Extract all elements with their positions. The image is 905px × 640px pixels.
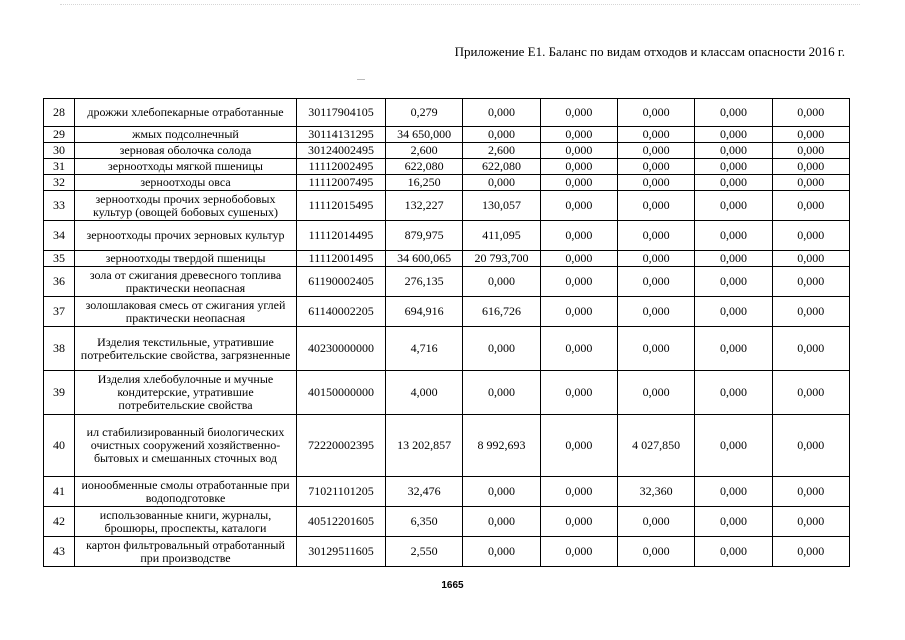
waste-code-cell: 40512201605	[297, 507, 386, 537]
value-cell: 0,000	[772, 251, 849, 267]
row-number-cell: 31	[44, 159, 75, 175]
waste-code-cell: 40150000000	[297, 371, 386, 415]
waste-name-cell: ионообменные смолы отработанные при водоподготовке	[75, 477, 297, 507]
value-cell: 0,000	[772, 371, 849, 415]
waste-code-cell: 71021101205	[297, 477, 386, 507]
table-row	[44, 415, 850, 477]
value-cell: 8 992,693	[463, 415, 540, 477]
value-cell: 0,279	[386, 99, 463, 127]
value-cell: 0,000	[695, 415, 772, 477]
waste-code-cell: 30129511605	[297, 537, 386, 567]
table-row	[44, 221, 850, 251]
waste-name-cell: зерноотходы прочих зернобобовых культур (овощей бобовых сушеных)	[75, 191, 297, 221]
value-cell: 0,000	[695, 99, 772, 127]
value-cell: 0,000	[540, 297, 617, 327]
value-cell: 0,000	[695, 127, 772, 143]
value-cell: 0,000	[695, 191, 772, 221]
value-cell: 0,000	[540, 159, 617, 175]
row-number-cell: 35	[44, 251, 75, 267]
value-cell: 694,916	[386, 297, 463, 327]
row-number-cell: 40	[44, 415, 75, 477]
value-cell: 0,000	[772, 537, 849, 567]
value-cell: 0,000	[463, 537, 540, 567]
scan-artifact-mark	[357, 79, 365, 80]
table-row	[44, 507, 850, 537]
waste-name-cell: дрожжи хлебопекарные отработанные	[75, 99, 297, 127]
row-number-cell: 43	[44, 537, 75, 567]
value-cell: 0,000	[772, 267, 849, 297]
value-cell: 0,000	[463, 477, 540, 507]
waste-code-cell: 40230000000	[297, 327, 386, 371]
waste-code-cell: 30114131295	[297, 127, 386, 143]
waste-name-cell: ил стабилизированный биологических очистных сооружений хозяйственно-бытовых и смешанных сточных вод	[75, 415, 297, 477]
waste-code-cell: 11112001495	[297, 251, 386, 267]
value-cell: 0,000	[617, 143, 694, 159]
scan-artifact-line	[60, 4, 860, 6]
value-cell: 0,000	[695, 327, 772, 371]
table-row	[44, 251, 850, 267]
value-cell: 34 650,000	[386, 127, 463, 143]
value-cell: 0,000	[772, 127, 849, 143]
value-cell: 0,000	[617, 537, 694, 567]
value-cell: 0,000	[617, 297, 694, 327]
waste-name-cell: использованные книги, журналы, брошюры, проспекты, каталоги	[75, 507, 297, 537]
value-cell: 0,000	[695, 221, 772, 251]
value-cell: 32,476	[386, 477, 463, 507]
table-row	[44, 191, 850, 221]
value-cell: 0,000	[463, 99, 540, 127]
value-cell: 6,350	[386, 507, 463, 537]
value-cell: 622,080	[463, 159, 540, 175]
value-cell: 0,000	[540, 221, 617, 251]
value-cell: 0,000	[540, 251, 617, 267]
row-number-cell: 39	[44, 371, 75, 415]
value-cell: 0,000	[695, 251, 772, 267]
value-cell: 0,000	[617, 159, 694, 175]
value-cell: 0,000	[617, 267, 694, 297]
value-cell: 32,360	[617, 477, 694, 507]
value-cell: 2,600	[386, 143, 463, 159]
value-cell: 616,726	[463, 297, 540, 327]
value-cell: 0,000	[695, 175, 772, 191]
waste-code-cell: 11112014495	[297, 221, 386, 251]
table-row	[44, 99, 850, 127]
value-cell: 130,057	[463, 191, 540, 221]
table-row	[44, 159, 850, 175]
waste-name-cell: зерноотходы мягкой пшеницы	[75, 159, 297, 175]
value-cell: 0,000	[540, 267, 617, 297]
value-cell: 0,000	[695, 537, 772, 567]
value-cell: 0,000	[540, 371, 617, 415]
value-cell: 16,250	[386, 175, 463, 191]
page-number: 1665	[441, 580, 464, 591]
value-cell: 0,000	[617, 175, 694, 191]
value-cell: 2,600	[463, 143, 540, 159]
value-cell: 0,000	[540, 507, 617, 537]
value-cell: 0,000	[695, 267, 772, 297]
value-cell: 34 600,065	[386, 251, 463, 267]
table-row	[44, 175, 850, 191]
value-cell: 0,000	[617, 221, 694, 251]
waste-code-cell: 11112015495	[297, 191, 386, 221]
waste-code-cell: 30124002495	[297, 143, 386, 159]
value-cell: 20 793,700	[463, 251, 540, 267]
waste-code-cell: 61140002205	[297, 297, 386, 327]
table-row	[44, 143, 850, 159]
waste-name-cell: зерноотходы твердой пшеницы	[75, 251, 297, 267]
waste-name-cell: зерноотходы прочих зерновых культур	[75, 221, 297, 251]
table-row	[44, 297, 850, 327]
value-cell: 0,000	[772, 175, 849, 191]
waste-name-cell: Изделия текстильные, утратившие потребительские свойства, загрязненные	[75, 327, 297, 371]
waste-code-cell: 61190002405	[297, 267, 386, 297]
waste-name-cell: жмых подсолнечный	[75, 127, 297, 143]
waste-code-cell: 72220002395	[297, 415, 386, 477]
value-cell: 0,000	[617, 99, 694, 127]
value-cell: 0,000	[540, 537, 617, 567]
row-number-cell: 33	[44, 191, 75, 221]
value-cell: 0,000	[695, 507, 772, 537]
value-cell: 0,000	[540, 327, 617, 371]
value-cell: 0,000	[695, 477, 772, 507]
waste-code-cell: 30117904105	[297, 99, 386, 127]
value-cell: 622,080	[386, 159, 463, 175]
value-cell: 2,550	[386, 537, 463, 567]
value-cell: 0,000	[772, 477, 849, 507]
value-cell: 0,000	[617, 191, 694, 221]
value-cell: 0,000	[463, 127, 540, 143]
table-row	[44, 327, 850, 371]
waste-balance-table	[43, 98, 850, 567]
waste-name-cell: золошлаковая смесь от сжигания углей практически неопасная	[75, 297, 297, 327]
value-cell: 0,000	[772, 327, 849, 371]
value-cell: 0,000	[540, 477, 617, 507]
value-cell: 0,000	[772, 507, 849, 537]
waste-name-cell: Изделия хлебобулочные и мучные кондитерские, утратившие потребительские свойства	[75, 371, 297, 415]
value-cell: 0,000	[463, 175, 540, 191]
value-cell: 4 027,850	[617, 415, 694, 477]
table-row	[44, 537, 850, 567]
value-cell: 0,000	[772, 99, 849, 127]
value-cell: 0,000	[772, 191, 849, 221]
waste-code-cell: 11112007495	[297, 175, 386, 191]
waste-code-cell: 11112002495	[297, 159, 386, 175]
value-cell: 0,000	[540, 143, 617, 159]
row-number-cell: 30	[44, 143, 75, 159]
value-cell: 0,000	[617, 327, 694, 371]
waste-name-cell: зерновая оболочка солода	[75, 143, 297, 159]
value-cell: 0,000	[617, 251, 694, 267]
waste-name-cell: зерноотходы овса	[75, 175, 297, 191]
waste-name-cell: картон фильтровальный отработанный при производстве	[75, 537, 297, 567]
value-cell: 276,135	[386, 267, 463, 297]
row-number-cell: 41	[44, 477, 75, 507]
value-cell: 0,000	[695, 159, 772, 175]
row-number-cell: 42	[44, 507, 75, 537]
row-number-cell: 34	[44, 221, 75, 251]
row-number-cell: 32	[44, 175, 75, 191]
value-cell: 0,000	[695, 143, 772, 159]
value-cell: 0,000	[540, 415, 617, 477]
value-cell: 0,000	[772, 159, 849, 175]
table-row	[44, 267, 850, 297]
row-number-cell: 38	[44, 327, 75, 371]
value-cell: 0,000	[695, 371, 772, 415]
value-cell: 0,000	[540, 127, 617, 143]
row-number-cell: 29	[44, 127, 75, 143]
value-cell: 0,000	[540, 99, 617, 127]
value-cell: 0,000	[463, 507, 540, 537]
value-cell: 0,000	[772, 297, 849, 327]
value-cell: 0,000	[463, 327, 540, 371]
value-cell: 0,000	[463, 371, 540, 415]
value-cell: 4,716	[386, 327, 463, 371]
row-number-cell: 37	[44, 297, 75, 327]
value-cell: 0,000	[617, 371, 694, 415]
value-cell: 0,000	[772, 415, 849, 477]
value-cell: 0,000	[463, 267, 540, 297]
value-cell: 0,000	[540, 175, 617, 191]
row-number-cell: 36	[44, 267, 75, 297]
table-row	[44, 477, 850, 507]
value-cell: 0,000	[772, 143, 849, 159]
value-cell: 879,975	[386, 221, 463, 251]
value-cell: 0,000	[617, 127, 694, 143]
value-cell: 0,000	[540, 191, 617, 221]
page-title: Приложение Е1. Баланс по видам отходов и классам опасности 2016 г.	[454, 44, 845, 59]
value-cell: 411,095	[463, 221, 540, 251]
value-cell: 0,000	[772, 221, 849, 251]
value-cell: 0,000	[695, 297, 772, 327]
value-cell: 13 202,857	[386, 415, 463, 477]
row-number-cell: 28	[44, 99, 75, 127]
table-row	[44, 127, 850, 143]
value-cell: 132,227	[386, 191, 463, 221]
value-cell: 0,000	[617, 507, 694, 537]
value-cell: 4,000	[386, 371, 463, 415]
table-row	[44, 371, 850, 415]
waste-name-cell: зола от сжигания древесного топлива практически неопасная	[75, 267, 297, 297]
